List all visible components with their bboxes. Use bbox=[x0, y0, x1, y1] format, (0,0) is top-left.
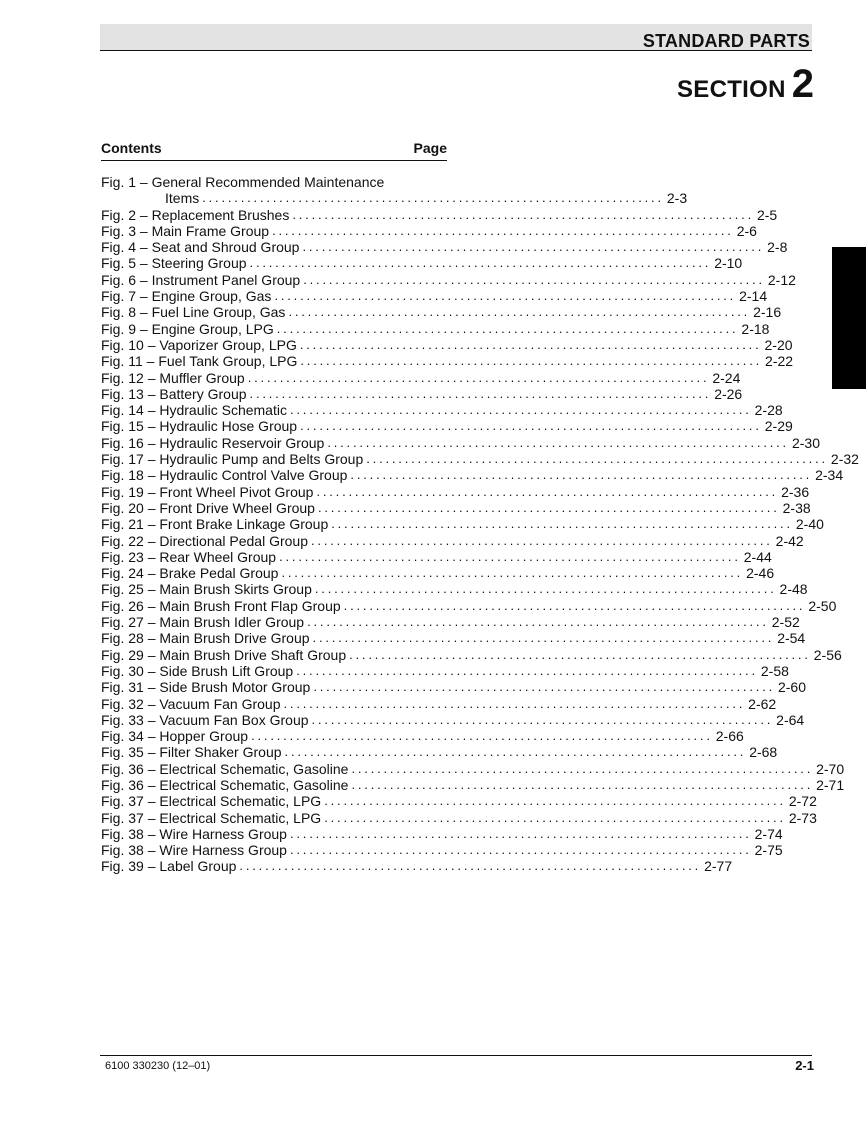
toc-entry-title: Fig. 10 – Vaporizer Group, LPG bbox=[101, 336, 297, 353]
toc-entry-title: Fig. 34 – Hopper Group bbox=[101, 728, 249, 745]
toc-entry[interactable] bbox=[101, 597, 837, 614]
toc-entry[interactable] bbox=[101, 239, 788, 256]
toc-entry-page: 2-50 bbox=[808, 597, 837, 614]
toc-entry[interactable] bbox=[101, 532, 804, 549]
dot-leader: ........................................................................ bbox=[349, 646, 811, 662]
dot-leader: ........................................................................ bbox=[249, 385, 712, 401]
toc-entry-first-continuation[interactable] bbox=[101, 190, 688, 207]
toc-entry-title: Fig. 4 – Seat and Shroud Group bbox=[101, 239, 300, 256]
toc-entry-title: Fig. 2 – Replacement Brushes bbox=[101, 206, 290, 223]
section-heading bbox=[677, 62, 814, 107]
toc-entry-page: 2-73 bbox=[788, 809, 817, 826]
dot-leader: ........................................................................ bbox=[300, 353, 763, 369]
toc-entry-page: 2-36 bbox=[781, 483, 810, 500]
toc-entry[interactable] bbox=[101, 646, 842, 663]
toc-entry-page: 2-70 bbox=[816, 760, 845, 777]
toc-entry[interactable] bbox=[101, 825, 783, 842]
toc-entry-page: 2-22 bbox=[765, 353, 794, 370]
dot-leader: ........................................................................ bbox=[289, 842, 752, 858]
section-number: 2 bbox=[791, 62, 814, 106]
toc-entry-title: Fig. 5 – Steering Group bbox=[101, 255, 247, 272]
toc-entry-page: 2-38 bbox=[782, 499, 811, 516]
dot-leader: ........................................................................ bbox=[289, 402, 752, 418]
toc-entry-page: 2-60 bbox=[777, 679, 807, 696]
toc-entry-page: 2-44 bbox=[743, 548, 772, 565]
toc-entry-title: Fig. 11 – Fuel Tank Group, LPG bbox=[101, 353, 298, 370]
toc-entry[interactable] bbox=[101, 516, 824, 533]
toc-entry[interactable] bbox=[101, 483, 810, 500]
toc-entry-page: 2-40 bbox=[795, 516, 824, 533]
toc-entry-title: Fig. 26 – Main Brush Front Flap Group bbox=[101, 597, 341, 614]
dot-leader: ........................................................................ bbox=[283, 695, 746, 711]
toc-entry-page: 2-46 bbox=[746, 565, 775, 582]
dot-leader: ........................................................................ bbox=[292, 206, 754, 222]
dot-leader: ........................................................................ bbox=[314, 581, 777, 597]
dot-leader: ........................................................................ bbox=[351, 760, 814, 776]
toc-entry[interactable] bbox=[101, 288, 768, 305]
toc-entry[interactable] bbox=[101, 842, 783, 859]
toc-entry-title: Fig. 8 – Fuel Line Group, Gas bbox=[101, 304, 286, 321]
section-word: SECTION bbox=[676, 76, 786, 103]
page-number: 2-1 bbox=[795, 1058, 814, 1073]
toc-entry[interactable] bbox=[101, 353, 794, 370]
dot-leader: ........................................................................ bbox=[316, 483, 779, 499]
toc-entry-title: Fig. 17 – Hydraulic Pump and Belts Group bbox=[101, 451, 364, 468]
toc-entry-title: Fig. 37 – Electrical Schematic, LPG bbox=[101, 793, 322, 810]
toc-entry[interactable] bbox=[101, 385, 743, 402]
dot-leader: ........................................................................ bbox=[303, 271, 765, 287]
toc-entry-page: 2-18 bbox=[741, 320, 770, 337]
dot-leader: ........................................................................ bbox=[251, 728, 713, 744]
toc-entry[interactable] bbox=[101, 760, 845, 777]
toc-entry[interactable] bbox=[101, 695, 777, 712]
dot-leader: ........................................................................ bbox=[327, 434, 789, 450]
toc-entry-title: Fig. 15 – Hydraulic Hose Group bbox=[101, 418, 298, 435]
toc-entry[interactable] bbox=[101, 304, 782, 321]
toc-entry-title: Fig. 21 – Front Brake Linkage Group bbox=[101, 516, 329, 533]
toc-entry-title: Fig. 12 – Muffler Group bbox=[101, 369, 245, 386]
toc-entry[interactable] bbox=[101, 499, 811, 516]
toc-entry[interactable] bbox=[101, 662, 789, 679]
toc-entry-page: 2-16 bbox=[753, 304, 782, 321]
toc-entry-page: 2-3 bbox=[666, 190, 688, 207]
dot-leader: ........................................................................ bbox=[279, 548, 741, 564]
toc-entry[interactable] bbox=[101, 809, 817, 826]
toc-entry-title: Fig. 18 – Hydraulic Control Valve Group bbox=[101, 467, 348, 484]
toc-entry-page: 2-58 bbox=[760, 662, 789, 679]
toc-entry-page: 2-32 bbox=[830, 451, 859, 468]
toc-entry-title: Fig. 23 – Rear Wheel Group bbox=[101, 548, 277, 565]
toc-entry-title: Fig. 38 – Wire Harness Group bbox=[101, 842, 287, 859]
toc-entry[interactable] bbox=[101, 776, 845, 793]
dot-leader: ........................................................................ bbox=[307, 614, 769, 630]
page-label: Page bbox=[413, 140, 447, 156]
toc-entry-page: 2-64 bbox=[776, 711, 805, 728]
dot-leader: ........................................................................ bbox=[331, 516, 793, 532]
toc-entry[interactable] bbox=[101, 793, 817, 810]
toc-entry[interactable] bbox=[101, 222, 757, 239]
toc-entry[interactable] bbox=[101, 271, 796, 288]
dot-leader: ........................................................................ bbox=[299, 336, 762, 352]
toc-entry[interactable] bbox=[101, 548, 772, 565]
dot-leader: ........................................................................ bbox=[249, 255, 712, 271]
toc-entry-first-line[interactable] bbox=[101, 174, 439, 190]
toc-entry-title: Fig. 14 – Hydraulic Schematic bbox=[101, 402, 287, 419]
toc-entry-page: 2-77 bbox=[704, 858, 733, 875]
toc-entry-page: 2-28 bbox=[754, 402, 783, 419]
toc-entry-page: 2-42 bbox=[775, 532, 804, 549]
toc-entry-page: 2-71 bbox=[816, 776, 845, 793]
dot-leader: ........................................................................ bbox=[302, 239, 765, 255]
dot-leader: ........................................................................ bbox=[247, 369, 710, 385]
header-title: STANDARD PARTS bbox=[642, 31, 810, 51]
toc-entry-title: Fig. 33 – Vacuum Fan Box Group bbox=[101, 711, 309, 728]
dot-leader: ........................................................................ bbox=[312, 630, 775, 646]
document-number: 6100 330230 (12–01) bbox=[105, 1060, 211, 1072]
table-of-contents bbox=[101, 140, 859, 875]
toc-entry-title: Fig. 36 – Electrical Schematic, Gasoline bbox=[101, 776, 349, 793]
toc-entry[interactable] bbox=[101, 320, 770, 337]
toc-entry-title: Fig. 29 – Main Brush Drive Shaft Group bbox=[101, 646, 347, 663]
toc-entry-page: 2-8 bbox=[767, 239, 788, 256]
toc-entry[interactable] bbox=[101, 744, 778, 761]
toc-entry-title-continued: Items bbox=[165, 190, 200, 207]
toc-entry[interactable] bbox=[101, 402, 783, 419]
toc-entry[interactable] bbox=[101, 369, 741, 386]
dot-leader: ........................................................................ bbox=[324, 793, 786, 809]
toc-entry[interactable] bbox=[101, 206, 778, 223]
toc-entry-title: Fig. 37 – Electrical Schematic, LPG bbox=[101, 809, 322, 826]
dot-leader: ........................................................................ bbox=[366, 451, 828, 467]
toc-entry-title: Fig. 32 – Vacuum Fan Group bbox=[101, 695, 281, 712]
toc-entry-page: 2-10 bbox=[714, 255, 743, 272]
footer-rule bbox=[100, 1055, 812, 1056]
toc-entry-title: Fig. 35 – Filter Shaker Group bbox=[101, 744, 282, 761]
toc-entry-page: 2-26 bbox=[714, 385, 743, 402]
toc-entry-title: Fig. 28 – Main Brush Drive Group bbox=[101, 630, 310, 647]
dot-leader: ........................................................................ bbox=[272, 222, 734, 238]
toc-entry-title: Fig. 9 – Engine Group, LPG bbox=[101, 320, 274, 337]
toc-entry[interactable] bbox=[101, 336, 793, 353]
toc-entry-title: Fig. 6 – Instrument Panel Group bbox=[101, 271, 301, 288]
toc-entry[interactable] bbox=[101, 434, 820, 451]
toc-entry[interactable] bbox=[101, 451, 859, 468]
dot-leader: ........................................................................ bbox=[274, 288, 737, 304]
toc-entry-page: 2-6 bbox=[736, 222, 757, 239]
contents-label: Contents bbox=[101, 140, 162, 156]
section-tab-marker bbox=[832, 247, 866, 389]
dot-leader: ........................................................................ bbox=[351, 776, 814, 792]
toc-entry-page: 2-52 bbox=[771, 614, 800, 631]
dot-leader: ........................................................................ bbox=[317, 499, 780, 515]
toc-entry-page: 2-75 bbox=[754, 842, 783, 859]
toc-entry-title: Fig. 20 – Front Drive Wheel Group bbox=[101, 499, 315, 516]
toc-entry[interactable] bbox=[101, 858, 733, 875]
toc-entry[interactable] bbox=[101, 418, 793, 435]
dot-leader: ........................................................................ bbox=[239, 858, 702, 874]
dot-leader: ........................................................................ bbox=[343, 597, 806, 613]
toc-entry[interactable] bbox=[101, 565, 775, 582]
toc-entry-title: Fig. 36 – Electrical Schematic, Gasoline bbox=[101, 760, 349, 777]
toc-list bbox=[101, 174, 859, 875]
toc-entry-title: Fig. 24 – Brake Pedal Group bbox=[101, 565, 279, 582]
toc-entry-page: 2-20 bbox=[764, 336, 793, 353]
toc-entry-title: Fig. 25 – Main Brush Skirts Group bbox=[101, 581, 312, 598]
toc-entry-title: Fig. 39 – Label Group bbox=[101, 858, 237, 875]
dot-leader: ........................................................................ bbox=[296, 662, 758, 678]
toc-entry-page: 2-62 bbox=[748, 695, 777, 712]
toc-entry-title: Fig. 30 – Side Brush Lift Group bbox=[101, 662, 294, 679]
toc-entry-page: 2-68 bbox=[749, 744, 778, 761]
toc-entry-title: Fig. 7 – Engine Group, Gas bbox=[101, 288, 272, 305]
toc-entry[interactable] bbox=[101, 581, 808, 598]
toc-entry-title: Fig. 1 – General Recommended Maintenance bbox=[101, 174, 385, 190]
toc-entry[interactable] bbox=[101, 255, 743, 272]
dot-leader: ........................................................................ bbox=[313, 679, 775, 695]
dot-leader: ........................................................................ bbox=[350, 467, 813, 483]
toc-entry-title: Fig. 22 – Directional Pedal Group bbox=[101, 532, 308, 549]
dot-leader: ........................................................................ bbox=[288, 304, 751, 320]
toc-entry-title: Fig. 38 – Wire Harness Group bbox=[101, 825, 287, 842]
toc-entry-page: 2-30 bbox=[791, 434, 820, 451]
toc-header bbox=[101, 140, 447, 161]
toc-entry-page: 2-74 bbox=[754, 825, 783, 842]
toc-entry-page: 2-14 bbox=[739, 288, 768, 305]
dot-leader: ........................................................................ bbox=[281, 565, 744, 581]
toc-entry-page: 2-5 bbox=[756, 206, 778, 223]
dot-leader: ........................................................................ bbox=[300, 418, 762, 434]
toc-entry-page: 2-24 bbox=[712, 369, 741, 386]
dot-leader: ........................................................................ bbox=[276, 320, 739, 336]
toc-entry-title: Fig. 27 – Main Brush Idler Group bbox=[101, 614, 305, 631]
dot-leader: ........................................................................ bbox=[289, 825, 752, 841]
toc-entry-title: Fig. 19 – Front Wheel Pivot Group bbox=[101, 483, 314, 500]
toc-entry-title: Fig. 16 – Hydraulic Reservoir Group bbox=[101, 434, 325, 451]
toc-entry-title: Fig. 31 – Side Brush Motor Group bbox=[101, 679, 311, 696]
toc-entry-page: 2-34 bbox=[815, 467, 844, 484]
toc-entry[interactable] bbox=[101, 728, 744, 745]
toc-entry[interactable] bbox=[101, 467, 844, 484]
dot-leader: ........................................................................ bbox=[324, 809, 786, 825]
toc-entry[interactable] bbox=[101, 679, 807, 696]
toc-entry-page: 2-66 bbox=[715, 728, 744, 745]
dot-leader: ........................................................................ bbox=[284, 744, 747, 760]
toc-entry-title: Fig. 13 – Battery Group bbox=[101, 385, 247, 402]
toc-entry-page: 2-12 bbox=[767, 271, 796, 288]
toc-entry-page: 2-54 bbox=[777, 630, 806, 647]
toc-entry[interactable] bbox=[101, 630, 806, 647]
toc-entry-page: 2-29 bbox=[764, 418, 793, 435]
toc-entry-page: 2-72 bbox=[788, 793, 817, 810]
dot-leader: ........................................................................ bbox=[202, 190, 664, 206]
toc-entry-page: 2-56 bbox=[813, 646, 842, 663]
dot-leader: ........................................................................ bbox=[311, 532, 773, 548]
toc-entry[interactable] bbox=[101, 711, 805, 728]
dot-leader: ........................................................................ bbox=[311, 711, 774, 727]
toc-entry-page: 2-48 bbox=[779, 581, 808, 598]
toc-entry-title: Fig. 3 – Main Frame Group bbox=[101, 222, 270, 239]
toc-entry[interactable] bbox=[101, 614, 800, 631]
